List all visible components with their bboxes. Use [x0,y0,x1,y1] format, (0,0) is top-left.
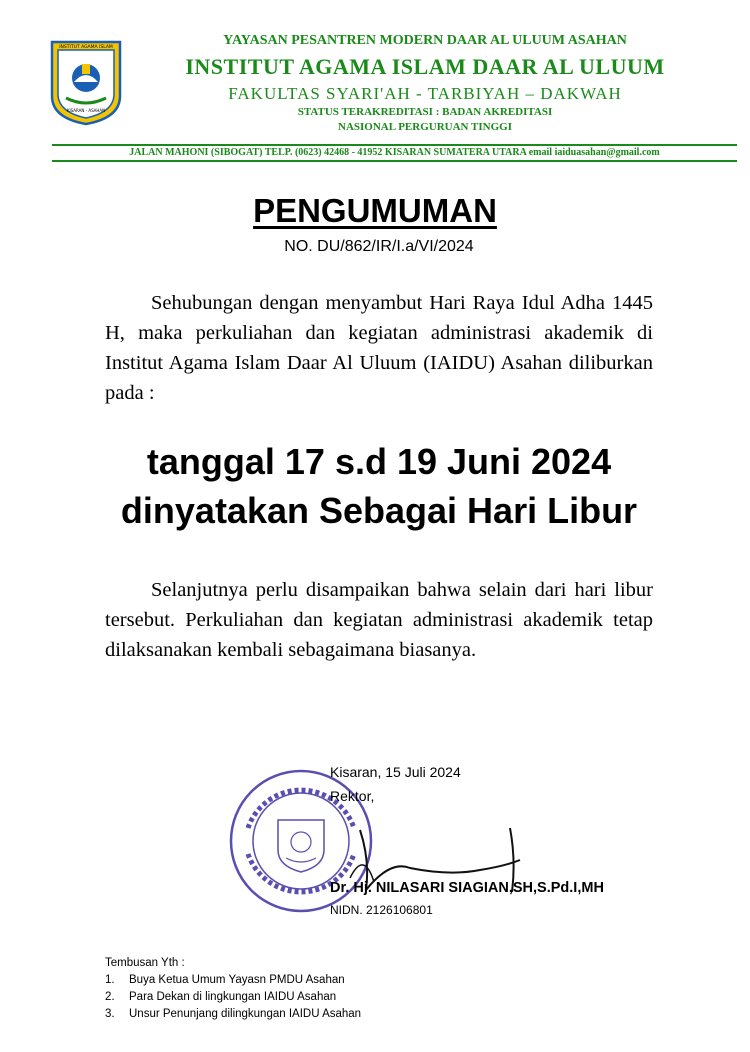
accreditation-status-2: NASIONAL PERGURUAN TINGGI [338,121,512,133]
paragraph-intro: Sehubungan dengan menyambut Hari Raya Idul Adha 1445 H, maka perkuliahan dan kegiatan administrasi akademik di Institut Agama Islam Daar Al Uluum (IAIDU) Asahan diliburkan pada : [105,292,653,404]
address-line: JALAN MAHONI (SIBOGAT) TELP. (0623) 42468 - 41952 KISARAN SUMATERA UTARA email iaiduasahan@gmail.com [129,147,660,158]
svg-text:INSTITUT AGAMA ISLAM: INSTITUT AGAMA ISLAM [59,45,113,50]
list-item: 2. Para Dekan di lingkungan IAIDU Asahan [105,991,337,1003]
paragraph-closing: Selanjutnya perlu disampaikan bahwa selain dari hari libur tersebut. Perkuliahan dan kegiatan administrasi akademik tetap dilaksanakan kembali sebagaimana biasanya. [105,579,653,661]
holiday-declaration: dinyatakan Sebagai Hari Libur [120,490,638,531]
faculty-name: FAKULTAS SYARI'AH - TARBIYAH – DAKWAH [228,84,622,103]
header-divider-bottom [52,160,737,162]
copies-heading: Tembusan Yth : [105,957,185,969]
copies-list [105,955,361,1023]
institute-name: INSTITUT AGAMA ISLAM DAAR AL ULUUM [185,54,665,79]
signer-role: Rektor, [330,788,375,804]
svg-text:KISARAN - ASAHAN: KISARAN - ASAHAN [66,108,106,113]
header-divider-top [52,144,737,146]
institute-logo [48,38,124,126]
signer-nidn: NIDN. 2126106801 [330,903,433,917]
list-item: 1. Buya Ketua Umum Yayasn PMDU Asahan [105,974,345,986]
foundation-name: YAYASAN PESANTREN MODERN DAAR AL ULUUM ASAHAN [223,33,627,48]
list-item: 3. Unsur Penunjang dilingkungan IAIDU Asahan [105,1008,362,1020]
place-date: Kisaran, 15 Juli 2024 [330,764,461,780]
announcement-number: NO. DU/862/IR/I.a/VI/2024 [284,238,474,255]
accreditation-status: STATUS TERAKREDITASI : BADAN AKREDITASI [297,106,553,118]
announcement-title: PENGUMUMAN [253,192,497,229]
signer-name: Dr. Hj. NILASARI SIAGIAN,SH,S.Pd.I,MH [330,880,604,896]
holiday-dates: tanggal 17 s.d 19 Juni 2024 [146,441,612,482]
